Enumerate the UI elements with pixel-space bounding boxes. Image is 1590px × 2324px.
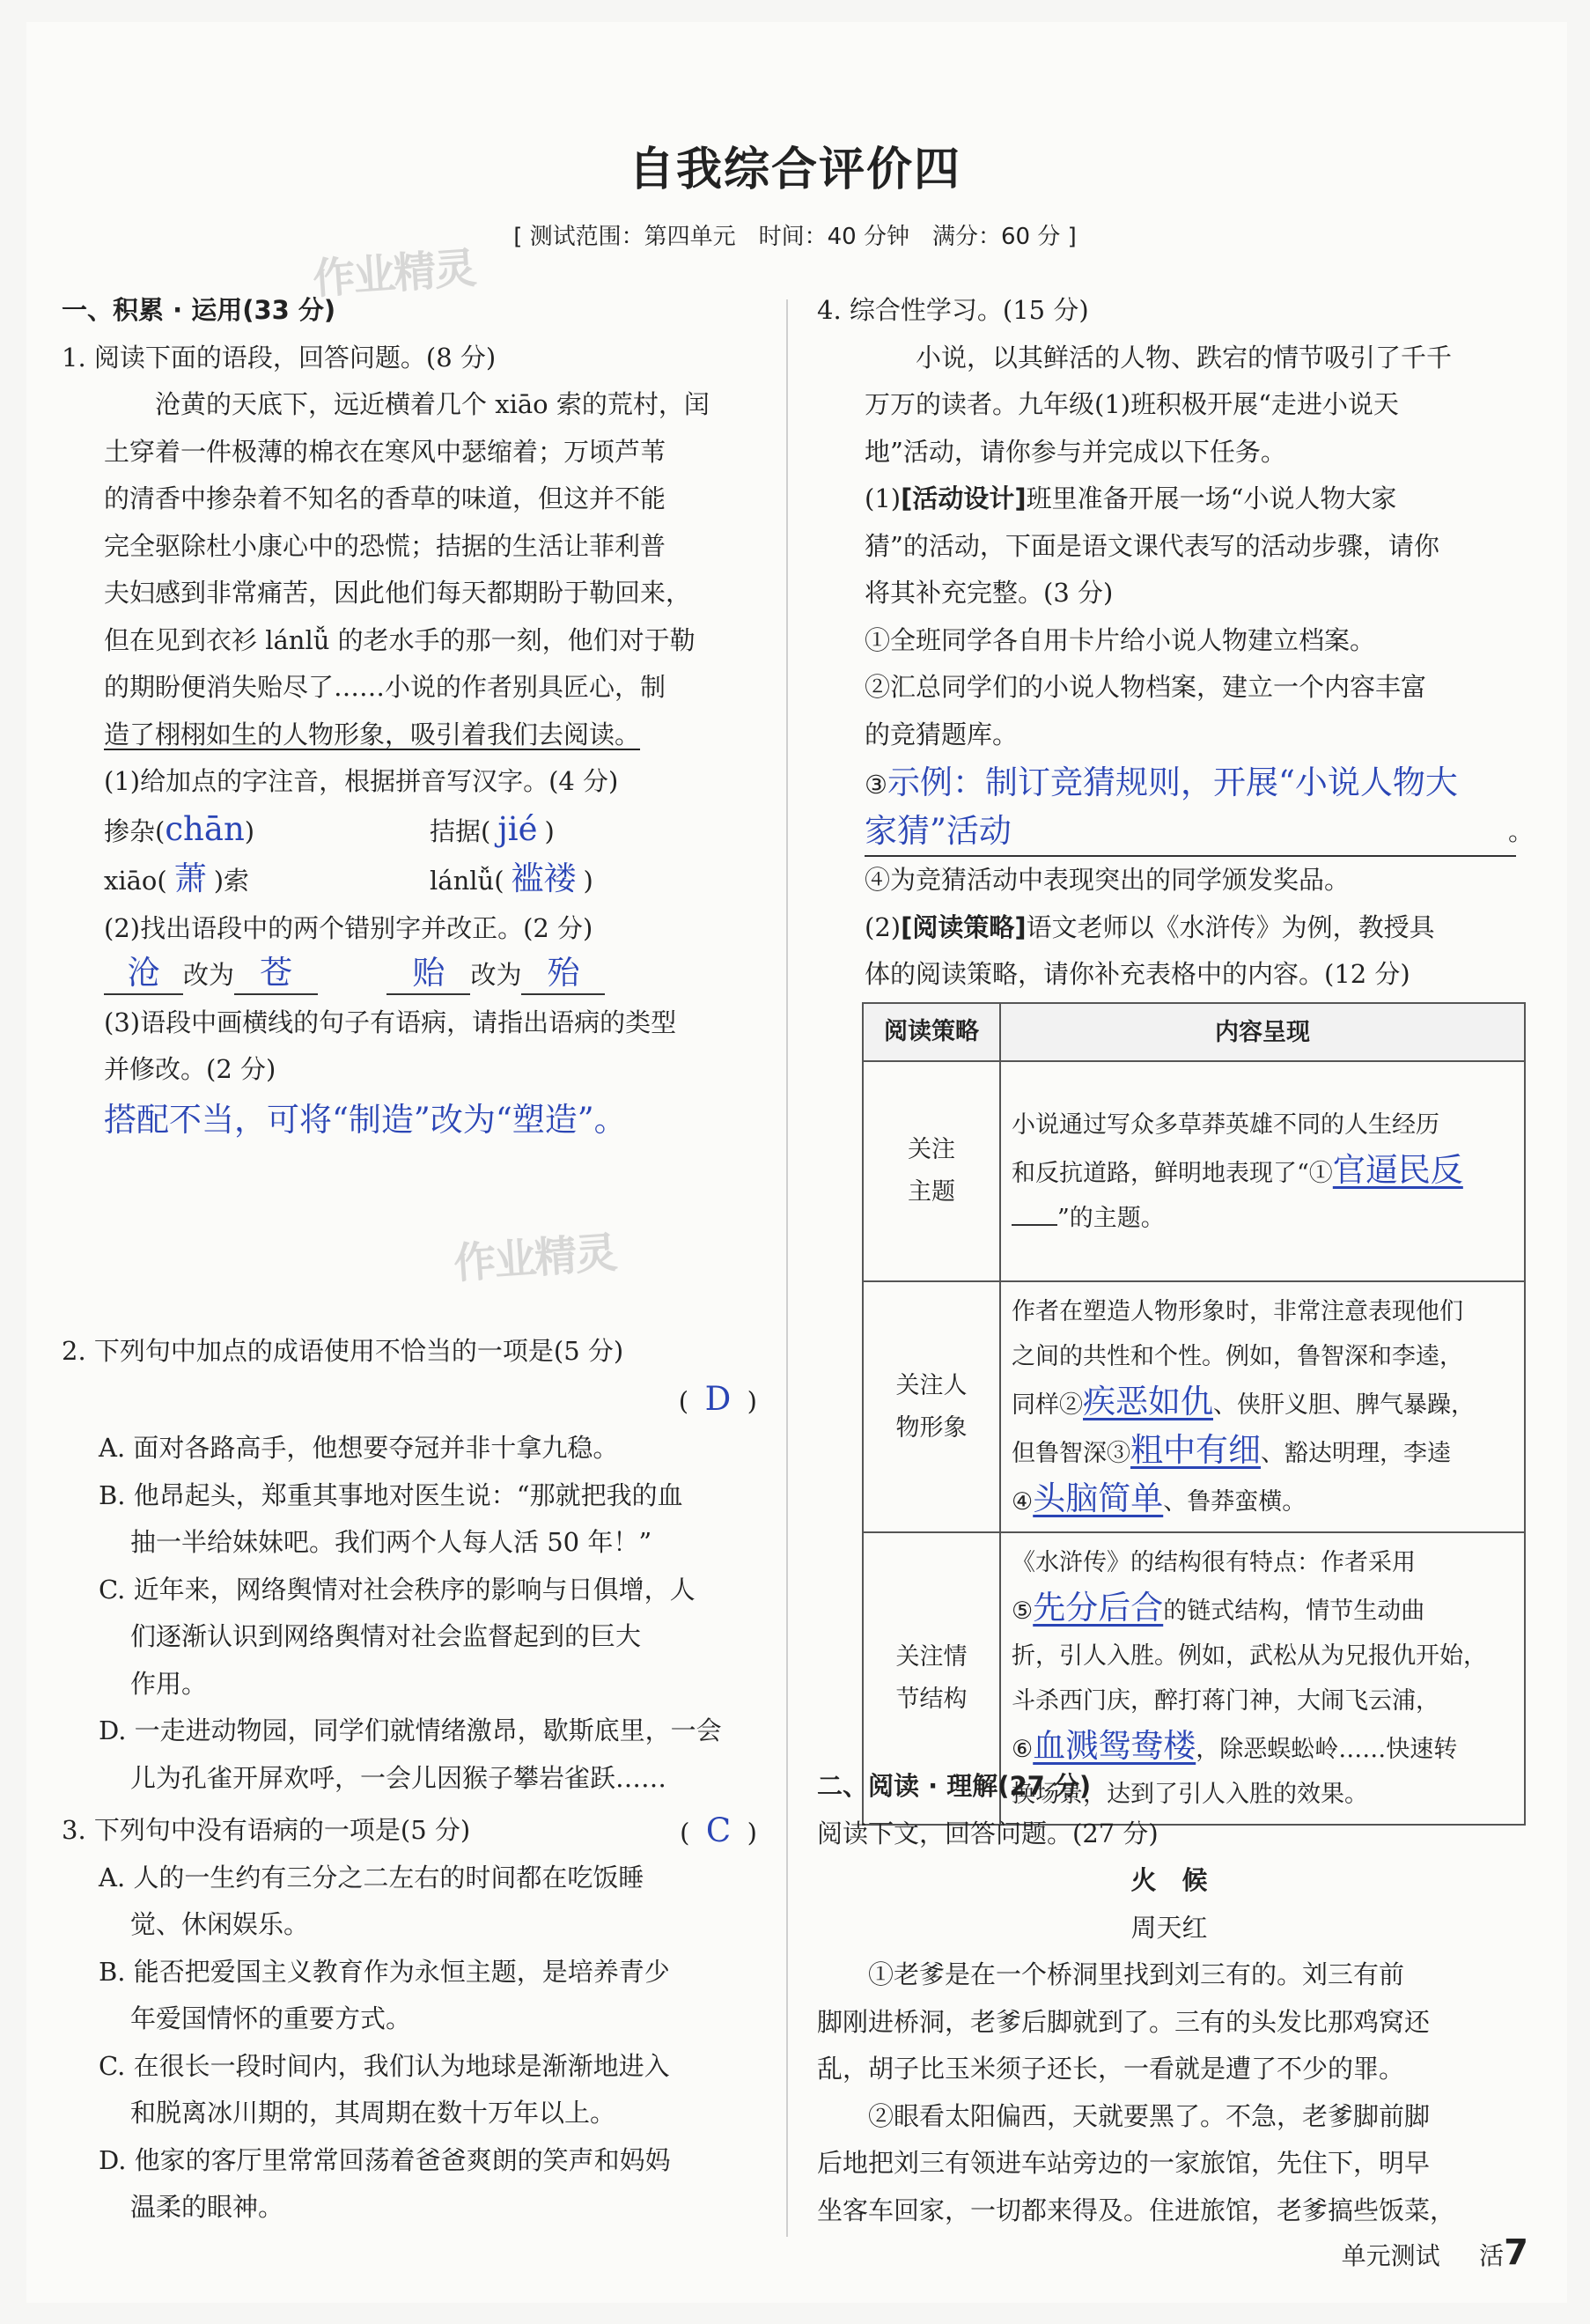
story-line: ①老爹是在一个桥洞里找到刘三有的。刘三有前	[868, 1959, 1405, 1989]
question-2	[62, 1328, 757, 1802]
handwritten-answer: 血溅鸳鸯楼	[1033, 1727, 1196, 1765]
passage-line: 完全驱除杜小康心中的恐慌；拮据的生活让菲利普	[104, 530, 666, 561]
option: D. 一走进动物园，同学们就情绪激昂，歇斯底里，一会	[99, 1715, 722, 1745]
handwritten-answer: chān	[165, 809, 245, 848]
story-line: ②眼看太阳偏西，天就要黑了。不急，老爹脚前脚	[868, 2100, 1431, 2131]
passage-line: 沧黄的天底下，远近横着几个 xiāo 索的荒村，闰	[155, 389, 710, 419]
passage-line: 的期盼便消失贻尽了……小说的作者别具匠心，制	[104, 672, 666, 702]
reading-strategy-table	[862, 1002, 1526, 1826]
page-title: 自我综合评价四	[628, 144, 961, 196]
option: 觉、休闲娱乐。	[130, 1909, 310, 1939]
handwritten-answer: 疾恶如仇	[1083, 1383, 1213, 1420]
handwritten-answer: 先分后合	[1033, 1589, 1164, 1627]
passage	[62, 381, 757, 1147]
sub-question: 并修改。(2 分)	[104, 1054, 276, 1084]
handwritten-answer: 褴褛	[511, 860, 577, 897]
question-stem: 3. 下列句中没有语病的一项是(5 分) ( C )	[62, 1811, 757, 1849]
question-stem: 1. 阅读下面的语段，回答问题。(8 分)	[62, 342, 497, 373]
sub-question: 猜”的活动，下面是语文课代表写的活动步骤，请你	[865, 530, 1439, 561]
story-author: 周天红	[1130, 1912, 1208, 1943]
row-content: 作者在塑造人物形象时，非常注意表现他们 之间的共性和个性。例如，鲁智深和李逵， 同样②疾恶如仇、侠肝义胆、脾气暴躁， 但鲁智深③粗中有细、豁达明理，李逵 ④头脑简单、鲁莽蛮横。	[1000, 1281, 1525, 1532]
step: ④为竞猜活动中表现突出的同学颁发奖品。	[865, 865, 1351, 895]
pinyin-row: xiāo( 萧 )索 lánlǚ( 褴褛 )	[104, 860, 593, 897]
passage-line: 的清香中掺杂着不知名的香草的味道，但这并不能	[104, 483, 666, 513]
passage-line: 夫妇感到非常痛苦，因此他们每天都期盼于勒回来，	[104, 578, 692, 608]
watermark-logo: 作业精灵	[452, 1228, 618, 1289]
passage-line: 但在见到衣衫 lánlǚ 的老水手的那一刻，他们对于勒	[104, 624, 696, 655]
answer-bracket: ( D )	[678, 1379, 757, 1418]
question-3	[62, 1807, 757, 2232]
intro-line: 万万的读者。九年级(1)班积极开展“走进小说天	[865, 389, 1399, 419]
section-heading: 一、积累 · 运用(33 分)	[62, 295, 336, 325]
footer-page-prefix: 活	[1479, 2241, 1505, 2270]
footer-label: 单元测试	[1341, 2241, 1440, 2270]
page-number: 7	[1504, 2232, 1528, 2273]
option: 温柔的眼神。	[130, 2192, 284, 2222]
handwritten-answer: 家猜”活动	[865, 812, 1012, 850]
column-divider	[786, 299, 788, 2237]
option: C. 在很长一段时间内，我们认为地球是渐渐地进入	[99, 2050, 670, 2081]
step: ②汇总同学们的小说人物档案，建立一个内容丰富	[865, 672, 1427, 702]
watermark-logo: 作业精灵	[311, 243, 477, 305]
page-footer	[1342, 2232, 1528, 2273]
step-answer: 家猜”活动 。	[865, 809, 1516, 857]
story-line: 坐客车回家，一切都来得及。住进旅馆，老爹搞些饭菜，	[817, 2195, 1456, 2225]
handwritten-answer: 官逼民反	[1332, 1150, 1463, 1189]
handwritten-answer: 沧	[104, 953, 183, 995]
row-label: 关注情 节结构	[863, 1532, 1000, 1825]
story-title: 火 候	[1130, 1865, 1208, 1895]
option: B. 他昂起头，郑重其事地对医生说：“那就把我的血	[99, 1479, 683, 1510]
step: 的竞猜题库。	[865, 719, 1019, 749]
question-stem: 4. 综合性学习。(15 分)	[817, 295, 1089, 325]
handwritten-answer: C	[705, 1811, 732, 1849]
story-line: 乱，胡子比玉米须子还长，一看就是遭了不少的罪。	[817, 2054, 1405, 2084]
table-row	[863, 1061, 1525, 1281]
option: 儿为孔雀开屏欢呼，一会儿因猴子攀岩雀跃……	[130, 1762, 667, 1793]
handwritten-answer: 苍	[234, 953, 318, 995]
row-content: 《水浒传》的结构很有特点：作者采用 ⑤先分后合的链式结构，情节生动曲 折，引人入胜。例如，武松从为兄报仇开始， 斗杀西门庆，醉打蒋门神，大闹飞云浦， ⑥血溅鸳鸯楼，除恶蜈蚣岭……快速转 换场景，达到了引人入胜的效果。	[1000, 1532, 1525, 1825]
left-column	[62, 287, 757, 1147]
sub-question: (2)[阅读策略]语文老师以《水浒传》为例，教授具	[865, 911, 1435, 942]
sub-question: (1)给加点的字注音，根据拼音写汉字。(4 分)	[104, 766, 619, 796]
passage-line: 造了栩栩如生的人物形象，吸引着我们去阅读。	[104, 719, 641, 749]
sub-question: 将其补充完整。(3 分)	[865, 578, 1114, 608]
test-scope: [ 测试范围：第四单元 时间：40 分钟 满分：60 分 ]	[513, 224, 1077, 250]
row-label: 关注 主题	[863, 1061, 1000, 1281]
reading-section	[817, 1763, 1521, 2234]
intro-line: 地”活动，请你参与并完成以下任务。	[865, 436, 1286, 467]
option: 和脱离冰川期的，其周期在数十万年以上。	[130, 2098, 616, 2128]
row-content: 小说通过写众多草莽英雄不同的人生经历 和反抗道路，鲜明地表现了“①官逼民反 ”的主题。	[1000, 1061, 1525, 1281]
step: ①全班同学各自用卡片给小说人物建立档案。	[865, 624, 1376, 655]
table-header: 内容呈现	[1000, 1003, 1525, 1061]
option: B. 能否把爱国主义教育作为永恒主题，是培养青少	[99, 1956, 670, 1987]
sub-question: (3)语段中画横线的句子有语病，请指出语病的类型	[104, 1007, 677, 1037]
typo-row: 沧 改为 苍 贻 改为 殆	[104, 952, 757, 1000]
row-label: 关注人 物形象	[863, 1281, 1000, 1532]
option: C. 近年来，网络舆情对社会秩序的影响与日俱增，人	[99, 1574, 696, 1605]
handwritten-answer: 搭配不当，可将“制造”改为“塑造”。	[104, 1100, 627, 1139]
step-answer: ③示例：制订竞猜规则，开展“小说人物大	[865, 764, 1458, 801]
option: A. 人的一生约有三分之二左右的时间都在吃饭睡	[99, 1862, 644, 1892]
section-heading: 二、阅读 · 理解(27 分)	[817, 1771, 1092, 1801]
intro-line: 小说，以其鲜活的人物、跌宕的情节吸引了千千	[916, 342, 1453, 373]
passage-line: 土穿着一件极薄的棉衣在寒风中瑟缩着；万顷芦苇	[104, 436, 666, 467]
story-line: 脚刚进桥洞，老爹后脚就到了。三有的头发比那鸡窝还	[817, 2006, 1431, 2037]
option: 作用。	[130, 1668, 208, 1699]
pinyin-row: 掺杂(chān) 拮据( jié )	[104, 809, 555, 848]
sub-question: (2)找出语段中的两个错别字并改正。(2 分)	[104, 912, 593, 943]
reading-stem: 阅读下文，回答问题。(27 分)	[817, 1818, 1159, 1848]
handwritten-answer: 萧	[173, 860, 207, 897]
handwritten-answer: 头脑简单	[1033, 1479, 1164, 1517]
table-row	[863, 1281, 1525, 1532]
story-line: 后地把刘三有领进车站旁边的一家旅馆，先住下，明早	[817, 2148, 1431, 2178]
handwritten-answer: 殆	[521, 953, 605, 995]
handwritten-answer: 示例：制订竞猜规则，开展“小说人物大	[887, 764, 1458, 801]
option: 们逐渐认识到网络舆情对社会监督起到的巨大	[130, 1621, 642, 1651]
sub-question: 体的阅读策略，请你补充表格中的内容。(12 分)	[865, 959, 1410, 989]
handwritten-answer: D	[704, 1379, 732, 1418]
handwritten-answer: jié	[497, 809, 538, 848]
option: A. 面对各路高手，他想要夺冠并非十拿九稳。	[99, 1433, 619, 1463]
option: D. 他家的客厅里常常回荡着爸爸爽朗的笑声和妈妈	[99, 2144, 671, 2175]
handwritten-answer: 贻	[386, 953, 470, 995]
sub-question: (1)[活动设计]班里准备开展一场“小说人物大家	[865, 483, 1397, 513]
table-header: 阅读策略	[863, 1003, 1000, 1061]
handwritten-answer: 粗中有细	[1130, 1431, 1261, 1469]
option: 抽一半给妹妹吧。我们两个人每人活 50 年！”	[130, 1527, 652, 1557]
right-column	[817, 287, 1534, 999]
option: 年爱国情怀的重要方式。	[130, 2003, 412, 2033]
question-stem: 2. 下列句中加点的成语使用不恰当的一项是(5 分)	[62, 1336, 624, 1366]
